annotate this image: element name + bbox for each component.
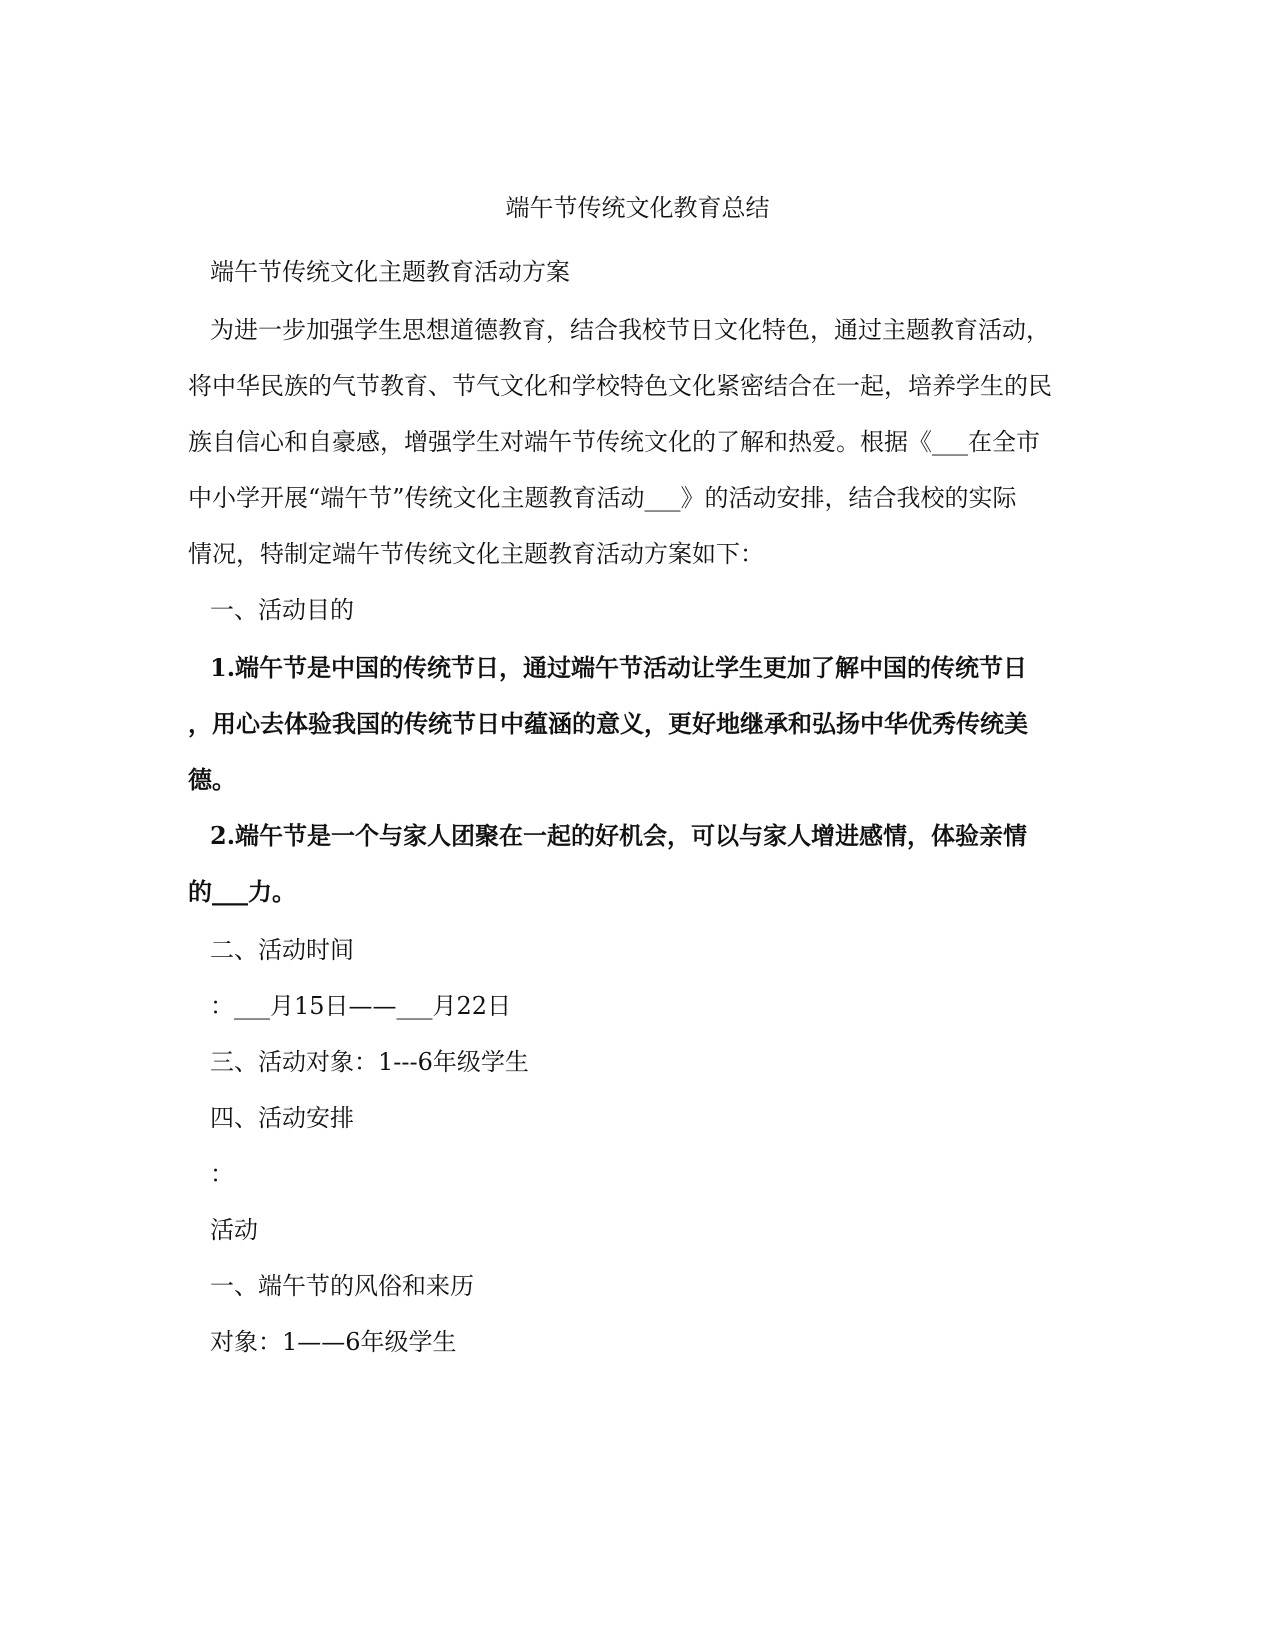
activity-dates: ：___月15日——___月22日 (210, 992, 512, 1020)
arrangement-colon: ： (210, 1160, 234, 1188)
intro-line: 族自信心和自豪感，增强学生对端午节传统文化的了解和热爱。根据《___在全市 (188, 428, 1040, 456)
activity-item-1: 一、端午节的风俗和来历 (210, 1272, 474, 1300)
section-heading-time: 二、活动时间 (210, 936, 354, 964)
section-heading-purpose: 一、活动目的 (210, 596, 354, 624)
intro-line: 将中华民族的气节教育、节气文化和学校特色文化紧密结合在一起，培养学生的民 (188, 372, 1052, 400)
intro-line: 为进一步加强学生思想道德教育，结合我校节日文化特色，通过主题教育活动， (210, 316, 1050, 344)
section-heading-audience: 三、活动对象：1---6年级学生 (210, 1048, 529, 1076)
purpose-item-1-cont: 德。 (188, 765, 236, 794)
purpose-item-2: 2.端午节是一个与家人团聚在一起的好机会，可以与家人增进感情，体验亲情 (210, 821, 1028, 850)
activity-item-1-audience: 对象：1——6年级学生 (210, 1328, 457, 1356)
activity-label: 活动 (210, 1216, 258, 1244)
purpose-item-1-cont: ，用心去体验我国的传统节日中蕴涵的意义，更好地继承和弘扬中华优秀传统美 (188, 709, 1028, 738)
purpose-item-2-cont: 的___力。 (188, 877, 296, 906)
intro-line: 中小学开展“端午节”传统文化主题教育活动___》的活动安排，结合我校的实际 (188, 484, 1017, 512)
intro-line: 情况，特制定端午节传统文化主题教育活动方案如下： (188, 540, 764, 568)
plan-heading: 端午节传统文化主题教育活动方案 (210, 258, 570, 286)
section-heading-arrangement: 四、活动安排 (210, 1104, 354, 1132)
purpose-item-1: 1.端午节是中国的传统节日，通过端午节活动让学生更加了解中国的传统节日 (210, 653, 1028, 682)
document-title: 端午节传统文化教育总结 (505, 194, 770, 222)
